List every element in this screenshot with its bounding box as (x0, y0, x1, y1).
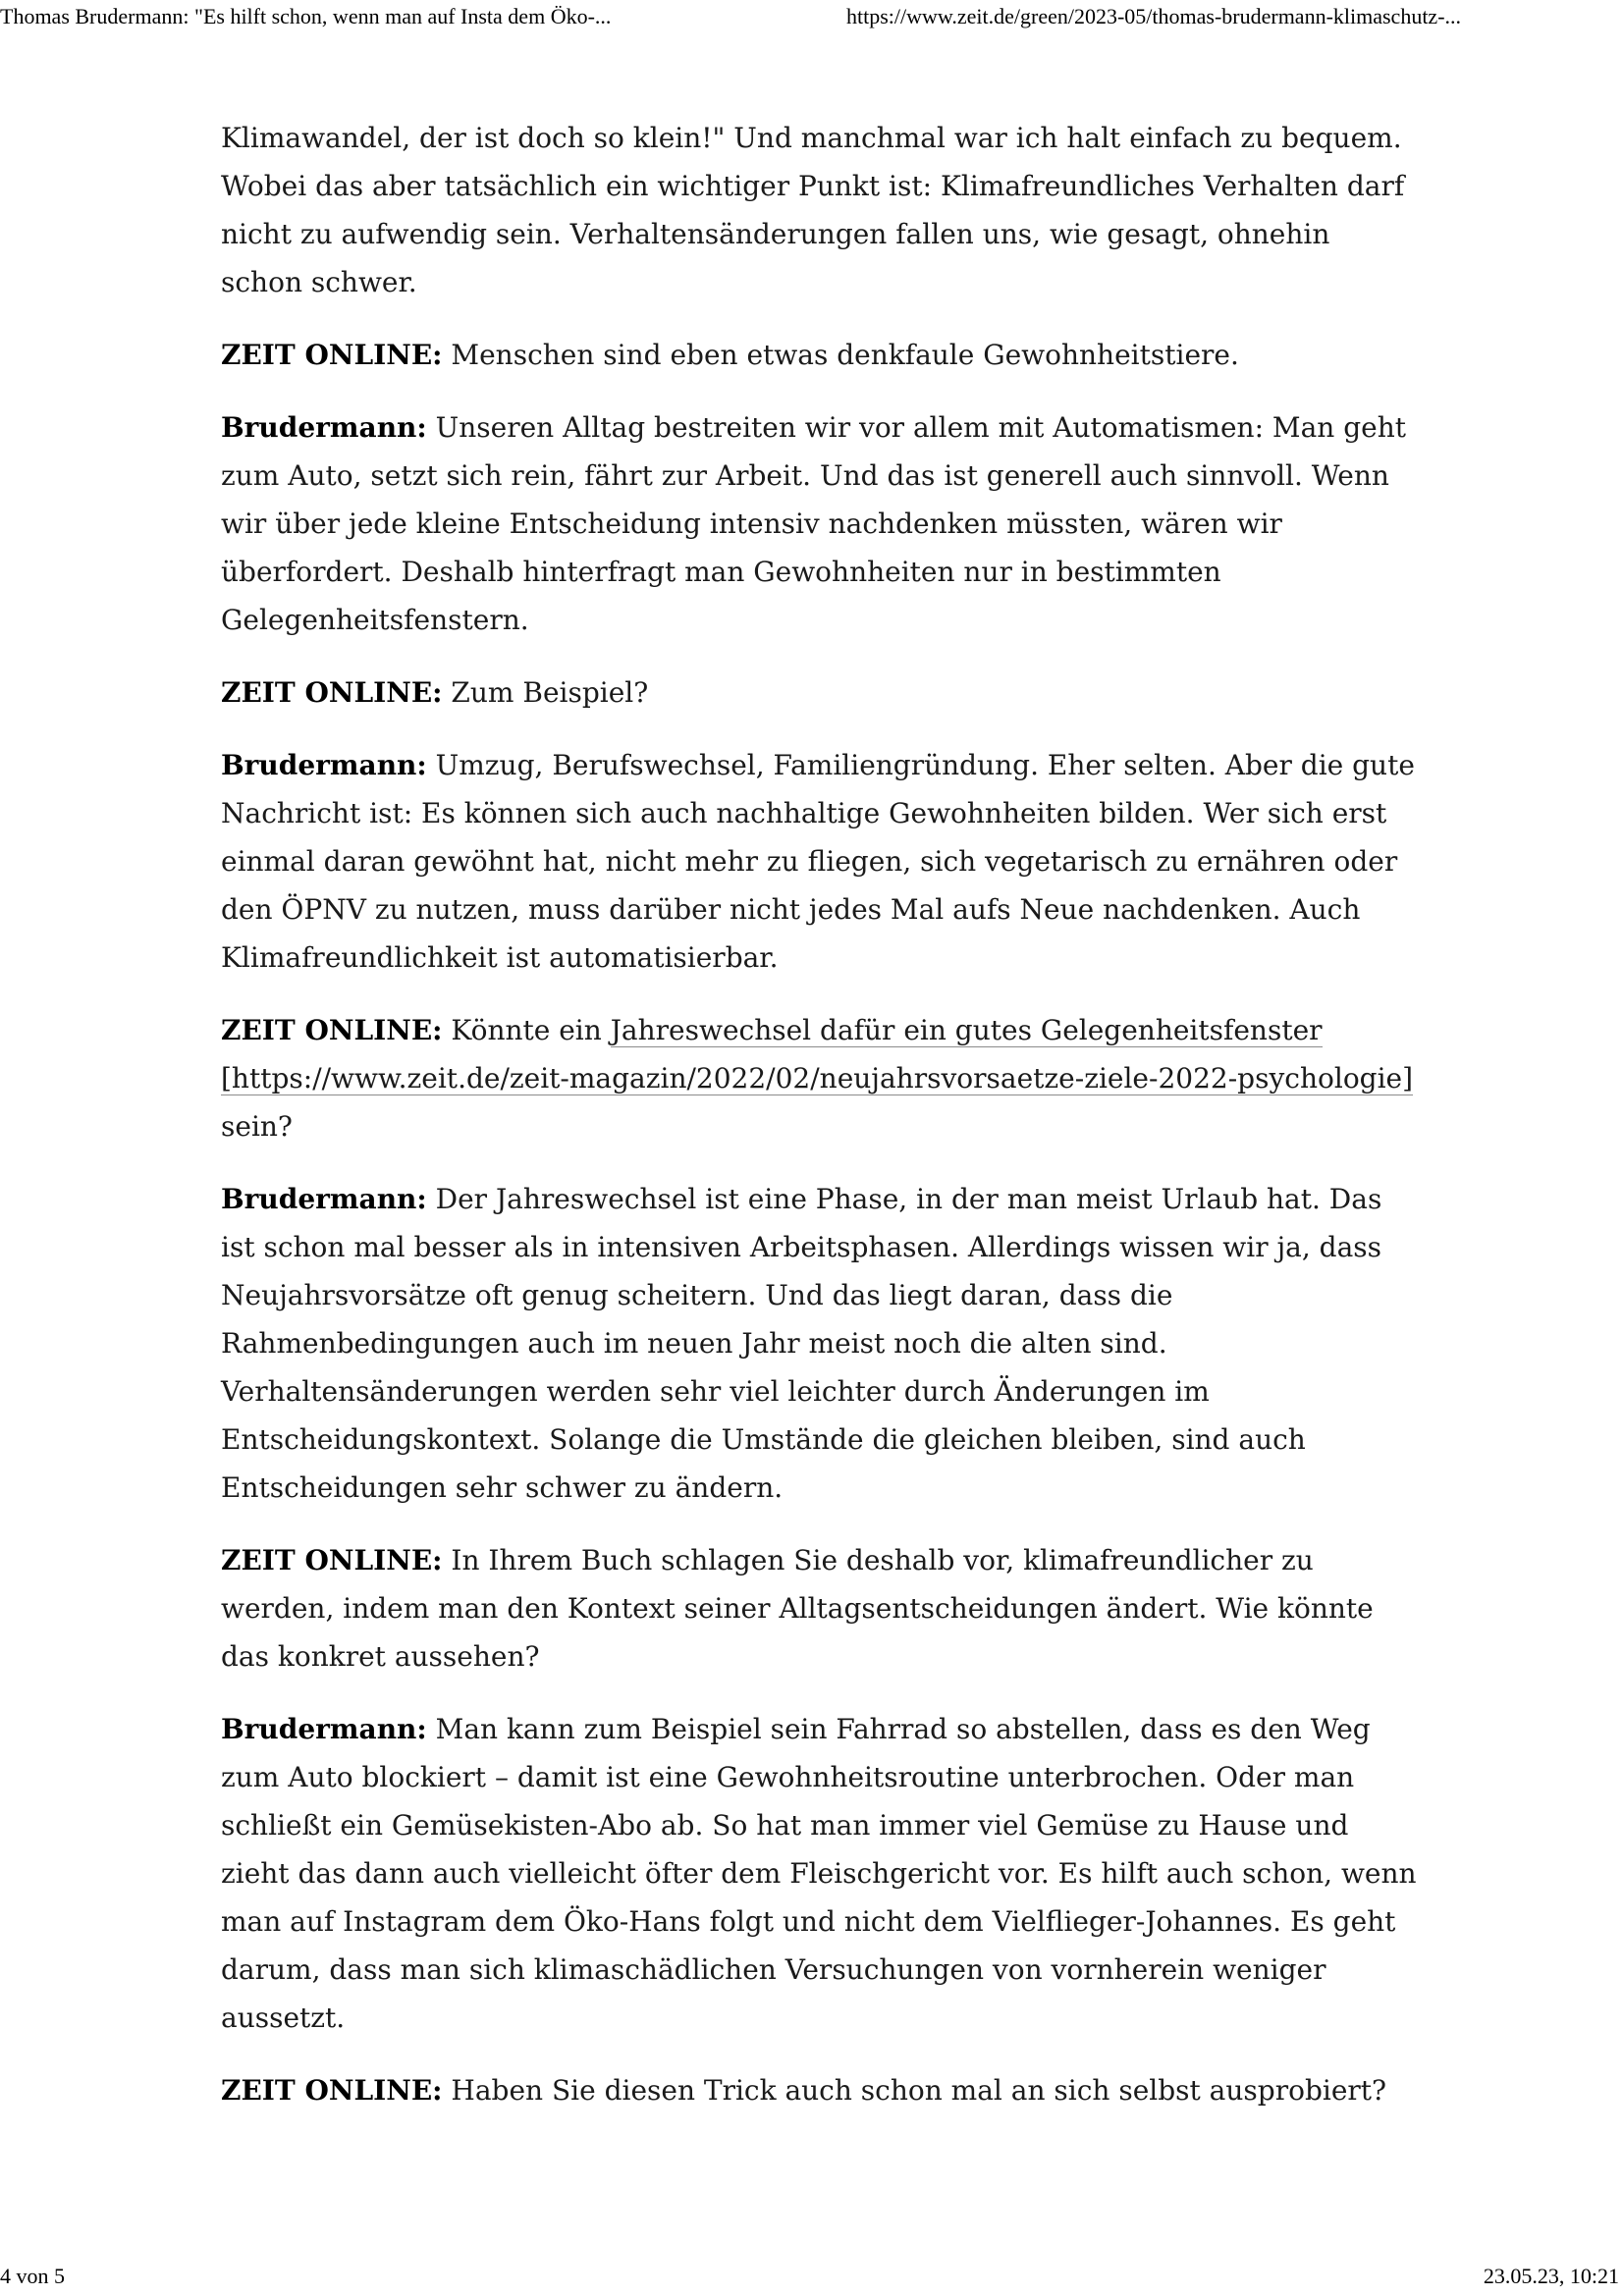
print-datetime: 23.05.23, 10:21 (1483, 2264, 1619, 2288)
paragraph (221, 741, 1419, 982)
page-number: 4 von 5 (0, 2264, 65, 2288)
print-header (0, 0, 1623, 39)
paragraph (221, 331, 1419, 379)
speaker-label: Brudermann: (221, 1713, 427, 1745)
page-url: https://www.zeit.de/green/2023-05/thomas-brudermann-klimaschutz-... (846, 4, 1462, 28)
speaker-label: ZEIT ONLINE: (221, 2074, 443, 2107)
paragraph (221, 1175, 1419, 1512)
paragraph (221, 1006, 1419, 1150)
speaker-label: Brudermann: (221, 1183, 427, 1215)
article-body (221, 114, 1419, 2139)
paragraph-text: Der Jahreswechsel ist eine Phase, in der man meist Urlaub hat. Das ist schon mal besser als in intensiven Arbeitsphasen. Allerdings wissen wir ja, dass Neujahrsvorsätze oft genug scheitern. Und das liegt daran, dass die Rahmenbedingungen auch im neuen Jahr meist noch die alten sind. Verhaltensänderungen werden sehr viel leichter durch Änderungen im Entscheidungskontext. Solange die Umstände die gleichen bleiben, sind auch Entscheidungen sehr schwer zu ändern. (221, 1183, 1382, 1504)
article-link[interactable]: Jahreswechsel dafür ein gutes Gelegenheitsfenster [https://www.zeit.de/zeit-magazin/2022/02/neujahrsvorsaetze-ziele-2022-psychologie] (221, 1014, 1414, 1095)
paragraph-text: Haben Sie diesen Trick auch schon mal an sich selbst ausprobiert? (451, 2074, 1387, 2107)
speaker-label: ZEIT ONLINE: (221, 676, 443, 709)
speaker-label: ZEIT ONLINE: (221, 1544, 443, 1576)
paragraph-text: In Ihrem Buch schlagen Sie deshalb vor, klimafreundlicher zu werden, indem man den Kontext seiner Alltagsentscheidungen ändert. Wie könnte das konkret aussehen? (221, 1544, 1374, 1673)
speaker-label: ZEIT ONLINE: (221, 339, 443, 371)
paragraph-text: Könnte ein (451, 1014, 602, 1046)
paragraph-text: sein? (221, 1110, 293, 1143)
speaker-label: ZEIT ONLINE: (221, 1014, 443, 1046)
page-title: Thomas Brudermann: "Es hilft schon, wenn man auf Insta dem Öko-... (0, 4, 612, 28)
paragraph-text: Umzug, Berufswechsel, Familiengründung. Eher selten. Aber die gute Nachricht ist: Es können sich auch nachhaltige Gewohnheiten bilden. Wer sich erst einmal daran gewöhnt hat, nicht mehr zu fliegen, sich vegetarisch zu ernähren oder den ÖPNV zu nutzen, muss darüber nicht jedes Mal aufs Neue nachdenken. Auch Klimafreundlichkeit ist automatisierbar. (221, 749, 1415, 974)
paragraph (221, 114, 1419, 306)
paragraph (221, 403, 1419, 644)
speaker-label: Brudermann: (221, 411, 427, 444)
paragraph (221, 668, 1419, 717)
print-footer (0, 2258, 1623, 2296)
paragraph (221, 1536, 1419, 1681)
paragraph-text: Zum Beispiel? (451, 676, 649, 709)
paragraph (221, 1705, 1419, 2042)
paragraph (221, 2066, 1419, 2114)
paragraph-text: Menschen sind eben etwas denkfaule Gewohnheitstiere. (451, 339, 1239, 371)
paragraph-text: Unseren Alltag bestreiten wir vor allem mit Automatismen: Man geht zum Auto, setzt sich rein, fährt zur Arbeit. Und das ist generell auch sinnvoll. Wenn wir über jede kleine Entscheidung intensiv nachdenken müssten, wären wir überfordert. Deshalb hinterfragt man Gewohnheiten nur in bestimmten Gelegenheitsfenstern. (221, 411, 1406, 636)
speaker-label: Brudermann: (221, 749, 427, 781)
paragraph-text: Man kann zum Beispiel sein Fahrrad so abstellen, dass es den Weg zum Auto blockiert – damit ist eine Gewohnheitsroutine unterbrochen. Oder man schließt ein Gemüsekisten-Abo ab. So hat man immer viel Gemüse zu Hause und zieht das dann auch vielleicht öfter dem Fleischgericht vor. Es hilft auch schon, wenn man auf Instagram dem Öko-Hans folgt und nicht dem Vielflieger-Johannes. Es geht darum, dass man sich klimaschädlichen Versuchungen von vornherein weniger aussetzt. (221, 1713, 1417, 2034)
paragraph-text: Klimawandel, der ist doch so klein!" Und manchmal war ich halt einfach zu bequem. Wobei das aber tatsächlich ein wichtiger Punkt ist: Klimafreundliches Verhalten darf nicht zu aufwendig sein. Verhaltensänderungen fallen uns, wie gesagt, ohnehin schon schwer. (221, 122, 1405, 298)
